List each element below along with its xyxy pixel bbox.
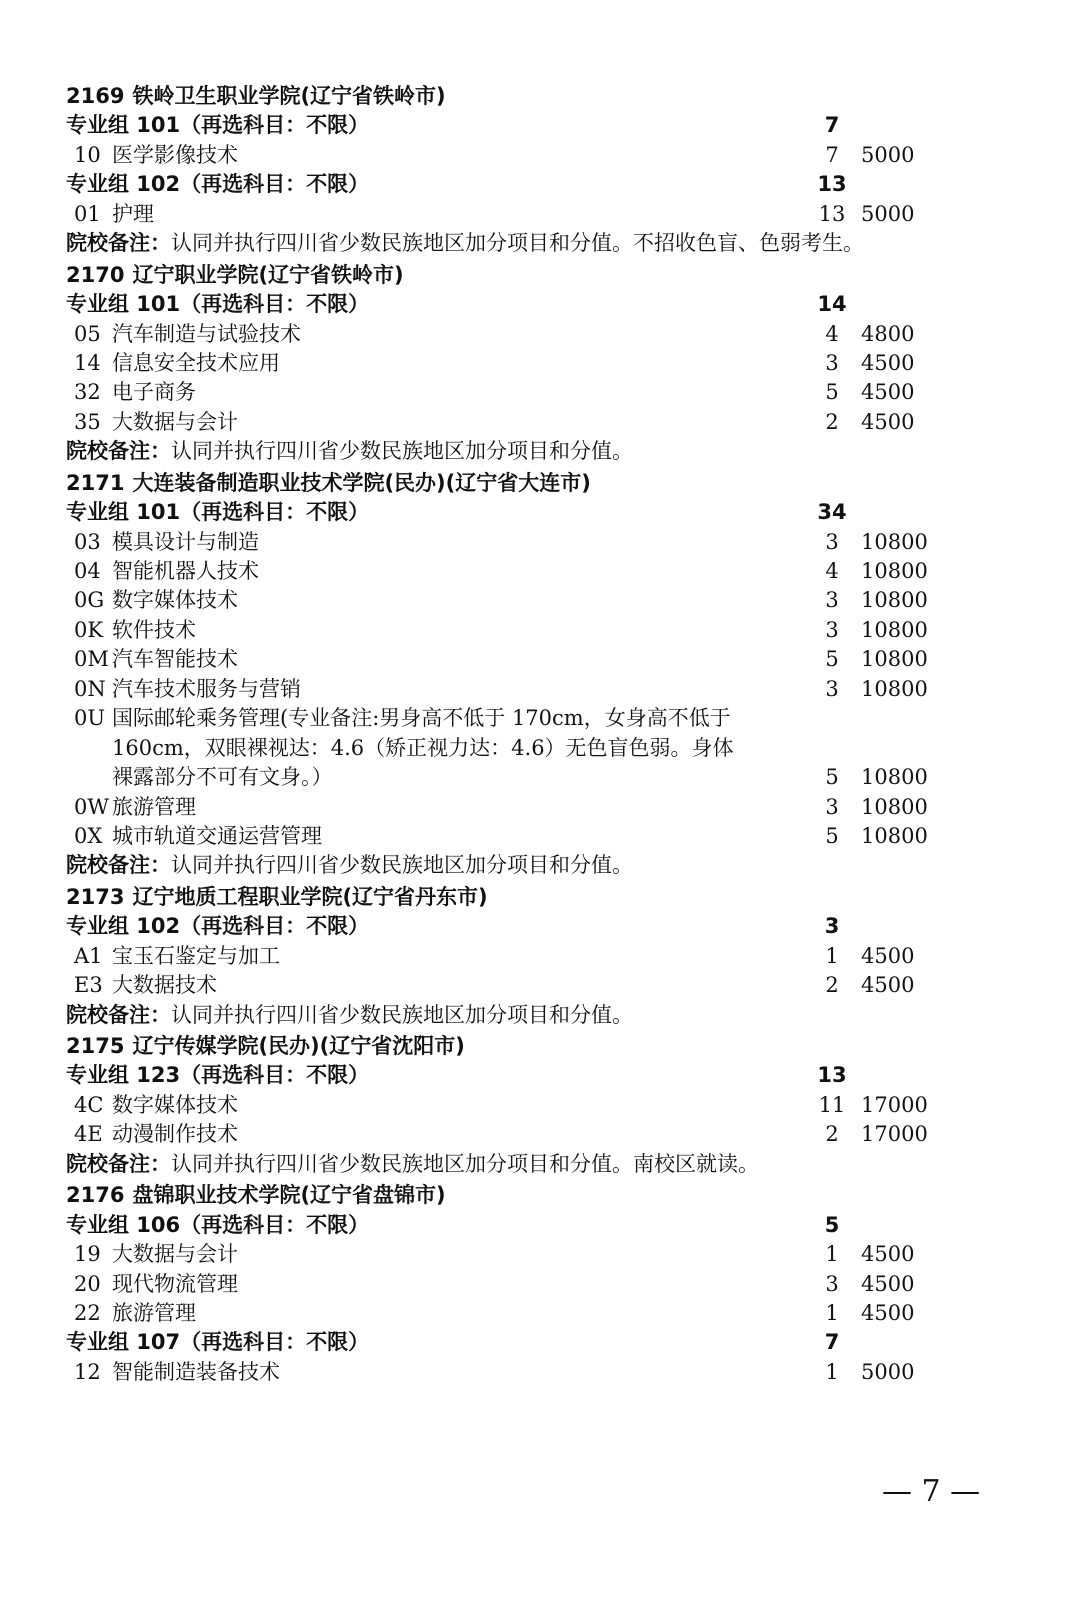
major-row: [66, 320, 1026, 349]
major-plan-count: 3: [825, 350, 839, 375]
major-name: 城市轨道交通运营管理: [112, 823, 322, 848]
major-row: [66, 1270, 1026, 1299]
major-row: [66, 971, 1026, 1000]
major-group-count: 13: [817, 172, 847, 197]
major-row: [66, 704, 1026, 733]
major-group-row: [66, 1211, 1026, 1240]
major-group-count: 7: [824, 113, 840, 138]
school-block: [66, 883, 1026, 1030]
major-tuition: 4500: [861, 380, 915, 405]
major-name: 软件技术: [112, 617, 196, 642]
major-row: [66, 793, 1026, 822]
major-plan-count: 3: [825, 794, 839, 819]
major-code: A1: [74, 943, 103, 968]
major-name: 智能制造装备技术: [112, 1359, 280, 1384]
major-code: 0W: [74, 794, 109, 819]
major-group-label: 专业组 106（再选科目：不限）: [66, 1212, 370, 1237]
school-name: 大连装备制造职业技术学院(民办)(辽宁省大连市): [132, 470, 591, 495]
major-tuition: 17000: [861, 1092, 928, 1117]
major-row: [66, 675, 1026, 704]
major-plan-count: 13: [818, 201, 846, 226]
school-note-label: 院校备注：: [66, 231, 171, 256]
major-name: 动漫制作技术: [112, 1122, 238, 1147]
school-header: [66, 82, 1026, 111]
school-name: 铁岭卫生职业学院(辽宁省铁岭市): [132, 84, 446, 108]
school-name: 辽宁传媒学院(民办)(辽宁省沈阳市): [132, 1034, 465, 1058]
major-name: 信息安全技术应用: [112, 350, 280, 375]
major-name: 数字媒体技术: [112, 588, 238, 613]
major-group-label: 专业组 102（再选科目：不限）: [66, 914, 370, 939]
major-tuition: 4500: [861, 1300, 915, 1325]
major-plan-count: 2: [825, 1122, 839, 1147]
major-name: 汽车智能技术: [112, 647, 238, 672]
major-row: [66, 408, 1026, 437]
major-group-count: 3: [824, 914, 840, 939]
school-code: 2175: [66, 1034, 125, 1058]
major-group-label: 专业组 101（再选科目：不限）: [66, 500, 370, 525]
school-code: 2169: [66, 84, 125, 108]
major-group-row: [66, 1061, 1026, 1090]
major-plan-count: 4: [825, 321, 839, 346]
school-block: [66, 1181, 1026, 1387]
major-group-label: 专业组 107（再选科目：不限）: [66, 1330, 370, 1355]
major-tuition: 4500: [861, 973, 915, 998]
school-note-label: 院校备注：: [66, 439, 171, 464]
major-row: [66, 200, 1026, 229]
major-name: 护理: [112, 201, 154, 226]
school-note: [66, 229, 1026, 258]
major-tuition: 10800: [861, 823, 928, 848]
major-plan-count: 2: [825, 409, 839, 434]
major-plan-count: 11: [818, 1092, 846, 1117]
major-tuition: 5000: [861, 201, 915, 226]
major-tuition: 5000: [861, 1359, 915, 1384]
major-code: 4C: [74, 1092, 104, 1117]
major-code: 0G: [74, 588, 105, 613]
major-group-count: 34: [817, 500, 847, 525]
major-row: [66, 378, 1026, 407]
major-row: [66, 616, 1026, 645]
school-code: 2171: [66, 470, 125, 495]
major-row: [66, 1120, 1026, 1149]
major-tuition: 5000: [861, 142, 915, 167]
major-group-row: [66, 111, 1026, 140]
school-name: 盘锦职业技术学院(辽宁省盘锦市): [132, 1183, 446, 1208]
school-note-label: 院校备注：: [66, 1151, 171, 1176]
major-tuition: 10800: [861, 617, 928, 642]
school-header: [66, 1032, 1026, 1061]
major-code: 0X: [74, 823, 103, 848]
school-code: 2176: [66, 1183, 125, 1208]
school-note-text: 认同并执行四川省少数民族地区加分项目和分值。: [171, 1002, 633, 1027]
major-group-count: 14: [817, 292, 847, 317]
major-name: 电子商务: [112, 380, 196, 405]
major-row: [66, 349, 1026, 378]
major-tuition: 4500: [861, 1242, 915, 1267]
major-group-count: 13: [817, 1063, 847, 1088]
school-note-text: 认同并执行四川省少数民族地区加分项目和分值。: [171, 853, 633, 878]
major-plan-count: 3: [825, 676, 839, 701]
school-block: [66, 1032, 1026, 1179]
major-name: 汽车制造与试验技术: [112, 321, 301, 346]
major-plan-count: 5: [825, 647, 839, 672]
major-plan-count: 1: [825, 1242, 839, 1267]
major-name: 旅游管理: [112, 1300, 196, 1325]
major-name: 智能机器人技术: [112, 559, 259, 583]
major-plan-count: 5: [825, 823, 839, 848]
major-row-continued: [66, 734, 1026, 763]
major-group-row: [66, 290, 1026, 319]
major-code: 35: [74, 409, 101, 434]
major-tuition: 4800: [861, 321, 915, 346]
major-plan-count: 5: [825, 380, 839, 405]
school-note: [66, 1150, 1026, 1179]
major-plan-count: 3: [825, 1271, 839, 1296]
school-note: [66, 851, 1026, 880]
major-tuition: 4500: [861, 1271, 915, 1296]
major-row-continued: [66, 763, 1026, 792]
school-block: [66, 82, 1026, 259]
major-tuition: 4500: [861, 409, 915, 434]
major-tuition: 10800: [861, 529, 928, 554]
school-block: [66, 469, 1026, 881]
major-tuition: 10800: [861, 676, 928, 701]
major-tuition: 17000: [861, 1122, 928, 1147]
major-code: 20: [74, 1271, 101, 1296]
school-name: 辽宁职业学院(辽宁省铁岭市): [132, 262, 404, 287]
major-name: 裸露部分不可有文身。）: [112, 765, 333, 790]
major-code: 0N: [74, 676, 106, 701]
major-row: [66, 528, 1026, 557]
major-row: [66, 1299, 1026, 1328]
major-code: 0M: [74, 647, 109, 672]
major-tuition: 10800: [861, 647, 928, 672]
major-plan-count: 1: [825, 943, 839, 968]
school-header: [66, 261, 1026, 290]
major-name: 现代物流管理: [112, 1271, 238, 1296]
major-row: [66, 822, 1026, 851]
major-plan-count: 5: [825, 765, 839, 790]
major-code: 0K: [74, 617, 104, 642]
major-row: [66, 1358, 1026, 1387]
major-row: [66, 942, 1026, 971]
school-code: 2173: [66, 884, 125, 909]
major-group-label: 专业组 123（再选科目：不限）: [66, 1063, 370, 1088]
major-code: 14: [74, 350, 101, 375]
major-tuition: 4500: [861, 350, 915, 375]
major-tuition: 10800: [861, 588, 928, 613]
major-tuition: 10800: [861, 559, 928, 583]
school-note-text: 认同并执行四川省少数民族地区加分项目和分值。不招收色盲、色弱考生。: [171, 231, 864, 256]
major-tuition: 10800: [861, 794, 928, 819]
school-note: [66, 437, 1026, 466]
major-row: [66, 557, 1026, 586]
admissions-listing: [66, 80, 1026, 1387]
major-group-label: 专业组 101（再选科目：不限）: [66, 292, 370, 317]
major-tuition: 4500: [861, 943, 915, 968]
major-plan-count: 7: [825, 142, 839, 167]
major-name: 旅游管理: [112, 794, 196, 819]
school-header: [66, 1181, 1026, 1210]
major-plan-count: 3: [825, 617, 839, 642]
major-code: 10: [74, 142, 101, 167]
school-note-label: 院校备注：: [66, 853, 171, 878]
major-name: 数字媒体技术: [112, 1092, 238, 1117]
major-code: 01: [74, 201, 101, 226]
major-code: 05: [74, 321, 101, 346]
major-code: 32: [74, 380, 101, 405]
major-plan-count: 1: [825, 1359, 839, 1384]
major-name: 160cm，双眼裸视达：4.6（矫正视力达：4.6）无色盲色弱。身体: [112, 735, 734, 760]
major-group-row: [66, 1328, 1026, 1357]
major-code: 4E: [74, 1122, 103, 1147]
major-plan-count: 2: [825, 973, 839, 998]
major-tuition: 10800: [861, 765, 928, 790]
major-group-row: [66, 912, 1026, 941]
major-name: 医学影像技术: [112, 142, 238, 167]
major-code: 19: [74, 1242, 101, 1267]
major-group-label: 专业组 102（再选科目：不限）: [66, 172, 370, 197]
school-header: [66, 883, 1026, 912]
school-note-text: 认同并执行四川省少数民族地区加分项目和分值。南校区就读。: [171, 1151, 759, 1176]
major-code: 0U: [74, 706, 106, 731]
school-header: [66, 469, 1026, 498]
major-group-label: 专业组 101（再选科目：不限）: [66, 113, 370, 138]
major-group-count: 5: [824, 1212, 840, 1237]
major-code: 12: [74, 1359, 101, 1384]
major-name: 大数据与会计: [112, 409, 238, 434]
school-name: 辽宁地质工程职业学院(辽宁省丹东市): [132, 884, 488, 909]
major-row: [66, 586, 1026, 615]
major-row: [66, 1091, 1026, 1120]
major-row: [66, 645, 1026, 674]
major-name: 大数据与会计: [112, 1242, 238, 1267]
major-row: [66, 141, 1026, 170]
major-code: 22: [74, 1300, 101, 1325]
major-group-row: [66, 170, 1026, 199]
school-code: 2170: [66, 262, 125, 287]
major-row: [66, 1240, 1026, 1269]
school-note-text: 认同并执行四川省少数民族地区加分项目和分值。: [171, 439, 633, 464]
major-plan-count: 4: [825, 559, 839, 583]
major-plan-count: 1: [825, 1300, 839, 1325]
major-name: 大数据技术: [112, 973, 217, 998]
school-note-label: 院校备注：: [66, 1002, 171, 1027]
major-name: 模具设计与制造: [112, 529, 259, 554]
school-block: [66, 261, 1026, 467]
school-note: [66, 1001, 1026, 1030]
major-plan-count: 3: [825, 529, 839, 554]
major-name: 汽车技术服务与营销: [112, 676, 301, 701]
major-plan-count: 3: [825, 588, 839, 613]
page-number: — 7 —: [882, 1474, 981, 1509]
major-group-count: 7: [824, 1330, 840, 1355]
major-name: 宝玉石鉴定与加工: [112, 943, 280, 968]
major-name: 国际邮轮乘务管理(专业备注:男身高不低于 170cm，女身高不低于: [112, 706, 731, 731]
major-code: E3: [74, 973, 103, 998]
major-code: 03: [74, 529, 101, 554]
major-code: 04: [74, 559, 101, 583]
major-group-row: [66, 498, 1026, 527]
